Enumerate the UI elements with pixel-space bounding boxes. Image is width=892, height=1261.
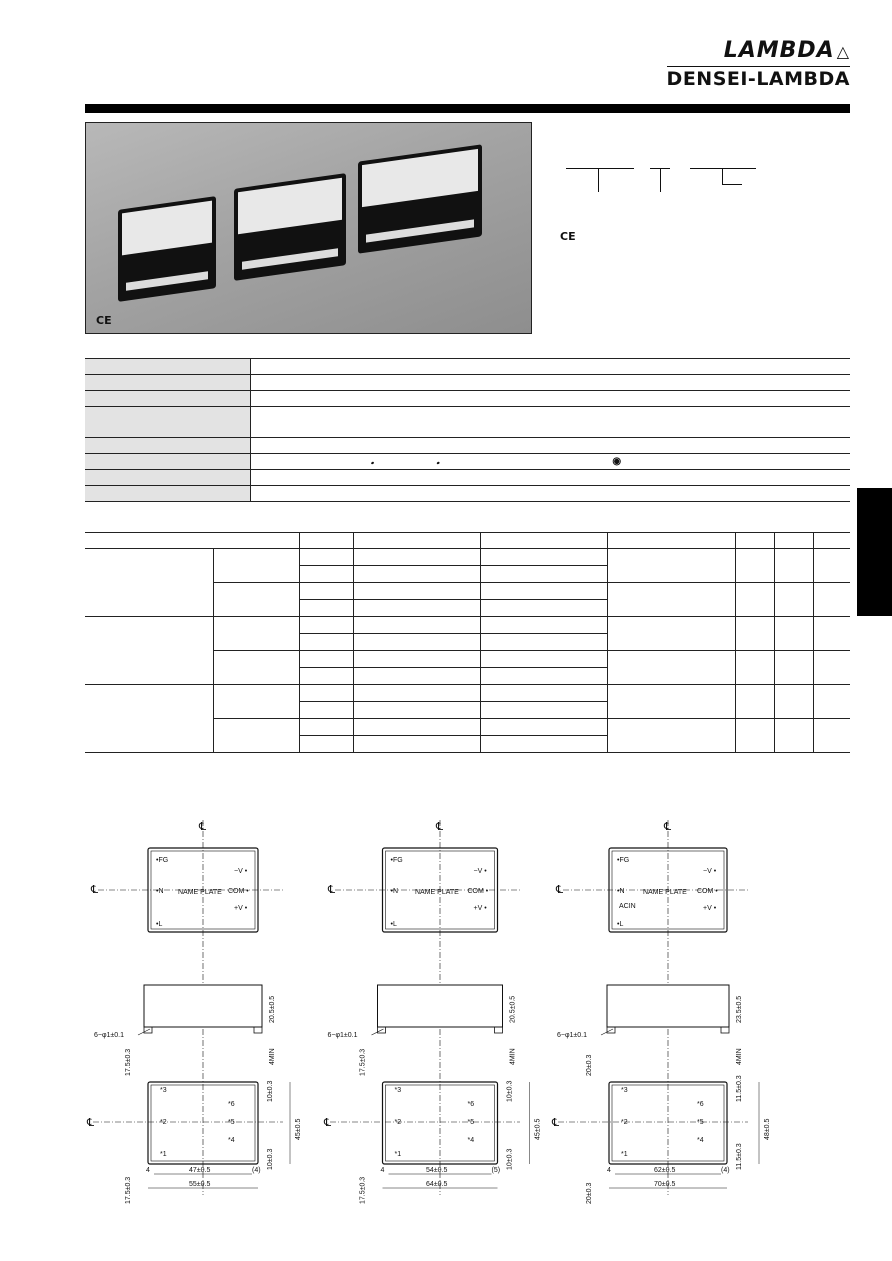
right-dim-top: 10±0.3 [506,1080,514,1102]
pin-2: *2 [394,1119,402,1126]
left-dim-bottom: 17.5±0.3 [359,1176,367,1204]
side-view-body [607,985,729,1027]
left-dim-top: 20±0.3 [586,1054,593,1076]
ul-mark-icon: 𝅘 [371,456,375,467]
corner-dim: 4 [380,1167,385,1174]
pin-label-minus-v: −V • [473,868,487,875]
brand-logo [667,40,850,89]
ce-mark-icon: CE [96,314,112,327]
pin-label-l: •L [617,921,624,928]
pin-3: *3 [394,1087,402,1094]
warning-triangle-icon: △ [836,42,850,61]
pitch-dim: 62±0.5 [654,1167,676,1174]
name-plate-label: NAME PLATE [643,889,687,896]
centerline-symbol-icon: ℄ [436,821,444,833]
centerline-symbol-icon: ℄ [328,884,336,896]
product-photo [85,122,532,334]
logo-divider [667,66,850,67]
right-dim-bottom: 10±0.3 [267,1148,274,1170]
outline-drawing-1 [86,820,302,1204]
centerline-symbol-icon: ℄ [87,1117,95,1129]
pin-5: *5 [228,1119,235,1126]
side-height-dim: 20.5±0.5 [269,995,276,1023]
side-view-body [378,985,503,1027]
centerline-symbol-icon: ℄ [664,821,672,833]
side-min-dim: 4MIN [509,1048,517,1065]
centerline-symbol-icon: ℄ [556,884,564,896]
pin-label-com: COM • [467,888,489,895]
tail-dim: (4) [721,1167,730,1174]
module-image-1 [118,196,216,302]
height-dim: 45±0.5 [295,1118,302,1140]
right-dim-top: 11.5±0.3 [736,1075,743,1102]
centerline-symbol-icon: ℄ [552,1117,560,1129]
pin-1: *1 [621,1151,628,1158]
corner-dim: 4 [146,1167,150,1174]
width-dim: 55±0.5 [189,1181,211,1188]
side-view-body [144,985,262,1027]
left-dim-top: 17.5±0.3 [359,1048,367,1076]
pin-label-l: •L [156,921,163,928]
ce-mark-icon: CE [560,230,576,243]
pin-label-minus-v: −V • [234,868,248,875]
right-dim-bottom: 11.5±0.3 [736,1143,743,1170]
side-min-dim: 4MIN [736,1048,743,1065]
table-header-row [85,533,850,549]
name-plate-label: NAME PLATE [415,889,459,896]
table-row [85,685,850,702]
pin-4: *4 [697,1137,704,1144]
spec-row [85,438,850,454]
pin-label-n: •N [617,888,625,895]
side-view-pin [254,1027,262,1033]
code-segment-1 [566,168,634,169]
pin-6: *6 [697,1101,704,1108]
centerline-symbol-icon: ℄ [324,1117,332,1129]
centerline-symbol-icon: ℄ [199,821,207,833]
cul-mark-icon: 𝅘 [436,456,440,467]
left-dim-bottom: 17.5±0.3 [125,1176,132,1204]
pin-4: *4 [228,1137,235,1144]
side-tab [857,488,892,616]
spec-row [85,470,850,486]
pin-1: *1 [160,1151,167,1158]
side-height-dim: 20.5±0.5 [509,995,517,1023]
spec-row [85,486,850,502]
spec-table [85,358,850,502]
acin-label: ACIN [619,903,636,910]
pin-label-com: COM • [228,888,249,895]
centerline-symbol-icon: ℄ [91,884,99,896]
pin-2: *2 [160,1119,167,1126]
pin-5: *5 [467,1119,475,1126]
pin-label-l: •L [390,921,397,928]
pin-label-com: COM • [697,888,718,895]
outline-drawing-3 [551,820,771,1204]
spec-row [85,359,850,375]
pin-label-fg: •FG [390,857,403,864]
module-image-2 [234,173,346,281]
spec-row [85,407,850,438]
side-pins-dim: 6−φ1±0.1 [557,1032,587,1039]
logo-lambda: LAMBDA [723,38,835,63]
module-image-3 [358,144,482,253]
corner-dim: 4 [607,1167,611,1174]
header-bar [85,104,850,113]
pitch-dim: 54±0.5 [426,1167,448,1174]
pin-label-n: •N [390,888,399,895]
pitch-dim: 47±0.5 [189,1167,211,1174]
table-row [85,617,850,634]
pin-label-fg: •FG [156,857,169,864]
side-height-dim: 23.5±0.5 [736,995,743,1023]
width-dim: 70±0.5 [654,1181,676,1188]
side-pins-dim: 6−φ1±0.1 [94,1032,124,1039]
name-plate-label: NAME PLATE [178,889,222,896]
pin-label-minus-v: −V • [703,868,717,875]
table-row [85,549,850,566]
model-table [85,532,850,753]
pin-label-plus-v: +V • [703,905,717,912]
pin-6: *6 [228,1101,235,1108]
left-dim-bottom: 20±0.3 [586,1182,593,1204]
width-dim: 64±0.5 [426,1181,448,1188]
pin-5: *5 [697,1119,704,1126]
approval-mark-icon: ◉ [612,456,622,467]
code-segment-3 [690,168,756,169]
height-dim: 48±0.5 [764,1118,771,1140]
right-dim-top: 10±0.3 [267,1080,274,1102]
side-min-dim: 4MIN [269,1048,276,1065]
pin-3: *3 [160,1087,167,1094]
spec-row [85,454,850,470]
left-dim-top: 17.5±0.3 [125,1048,132,1076]
pin-label-fg: •FG [617,857,630,864]
side-pins-dim: 6−φ1±0.1 [327,1032,358,1039]
height-dim: 45±0.5 [534,1118,542,1140]
side-view-pin [495,1027,503,1033]
pin-2: *2 [621,1119,628,1126]
tail-dim: (5) [491,1167,501,1174]
outline-drawings [85,800,875,1220]
outline-drawing-2 [323,820,542,1204]
pin-label-plus-v: +V • [234,905,248,912]
spec-row [85,391,850,407]
side-view-pin [721,1027,729,1033]
pin-6: *6 [467,1101,475,1108]
model-code-diagram [560,160,790,243]
pin-1: *1 [394,1151,402,1158]
spec-row [85,375,850,391]
right-dim-bottom: 10±0.3 [506,1148,514,1170]
logo-densei-lambda: DENSEI-LAMBDA [666,68,850,90]
tail-dim: (4) [252,1167,261,1174]
pin-4: *4 [467,1137,475,1144]
pin-3: *3 [621,1087,628,1094]
pin-label-n: •N [156,888,164,895]
pin-label-plus-v: +V • [473,905,487,912]
